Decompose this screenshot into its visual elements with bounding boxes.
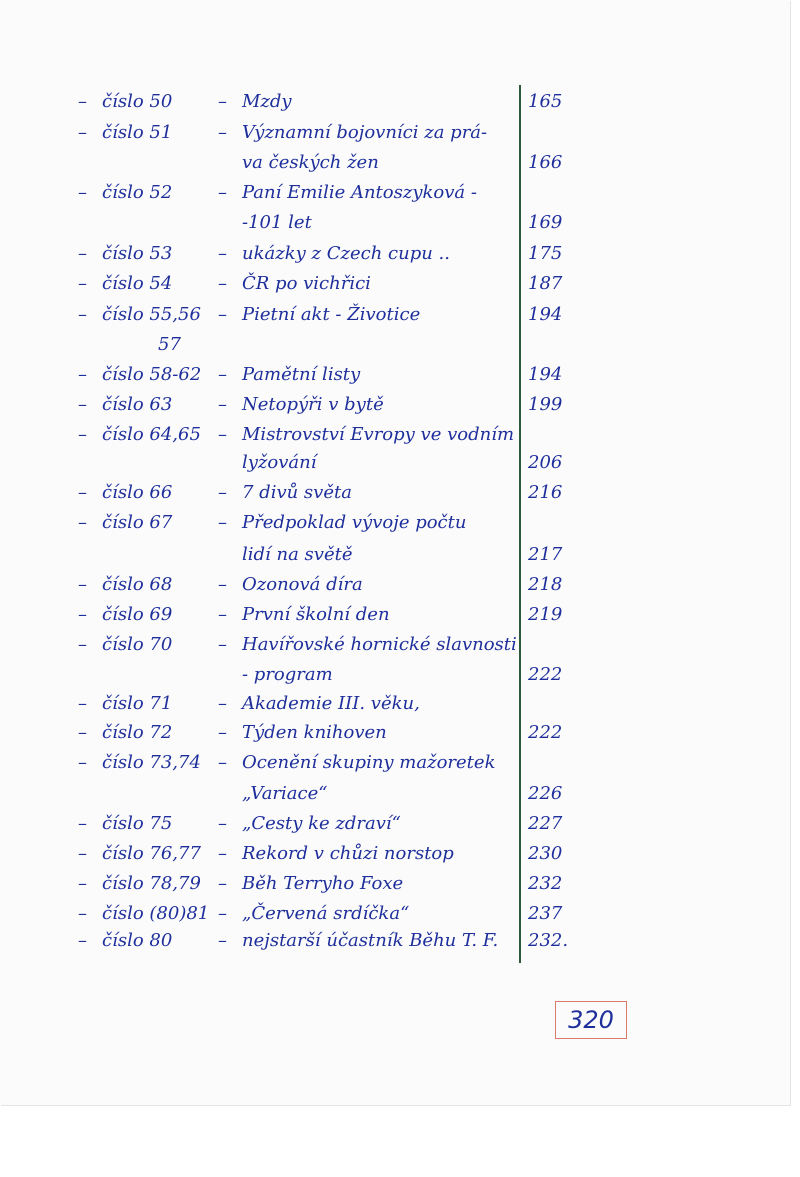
row-separator-dash: – [218, 182, 227, 203]
entry-title: Rekord v chůzi norstop [242, 843, 454, 864]
row-separator-dash: – [218, 304, 227, 325]
row-dash: – [78, 843, 87, 864]
entry-label: číslo 63 [102, 394, 173, 415]
entry-label: číslo 53 [102, 243, 173, 264]
entry-title: Významní bojovníci za prá- [242, 122, 488, 143]
entry-label: číslo 68 [102, 574, 173, 595]
row-separator-dash: – [218, 364, 227, 385]
entry-page-number: 226 [528, 783, 563, 804]
entry-title: 7 divů světa [242, 482, 352, 503]
entry-label: číslo 54 [102, 273, 173, 294]
row-separator-dash: – [218, 122, 227, 143]
row-dash: – [78, 243, 87, 264]
row-dash: – [78, 122, 87, 143]
entry-page-number: 206 [528, 452, 563, 473]
entry-title: Akademie III. věku, [242, 693, 420, 714]
row-dash: – [78, 574, 87, 595]
entry-title: Týden knihoven [242, 722, 387, 743]
row-dash: – [78, 364, 87, 385]
entry-label: číslo 51 [102, 122, 173, 143]
row-dash: – [78, 273, 87, 294]
entry-label: číslo 69 [102, 604, 173, 625]
entry-title: va českých žen [242, 152, 379, 173]
entry-page-number: 227 [528, 813, 563, 834]
row-separator-dash: – [218, 752, 227, 773]
entry-title: Mistrovství Evropy ve vodním [242, 424, 515, 445]
entry-title: nejstarší účastník Běhu T. F. [242, 930, 499, 951]
entry-title: Předpoklad vývoje počtu [242, 512, 467, 533]
entry-label: číslo 64,65 [102, 424, 201, 445]
row-dash: – [78, 873, 87, 894]
entry-page-number: 232. [528, 930, 569, 951]
row-separator-dash: – [218, 693, 227, 714]
row-dash: – [78, 304, 87, 325]
row-separator-dash: – [218, 574, 227, 595]
row-dash: – [78, 91, 87, 112]
entry-label: číslo 80 [102, 930, 173, 951]
entry-title: Ozonová díra [242, 574, 363, 595]
entry-label: číslo 73,74 [102, 752, 201, 773]
entry-page-number: 166 [528, 152, 563, 173]
row-dash: – [78, 394, 87, 415]
row-separator-dash: – [218, 273, 227, 294]
entry-title: První školní den [242, 604, 390, 625]
row-separator-dash: – [218, 482, 227, 503]
entry-page-number: 217 [528, 544, 563, 565]
row-separator-dash: – [218, 903, 227, 924]
row-separator-dash: – [218, 843, 227, 864]
row-dash: – [78, 424, 87, 445]
entry-label: číslo 78,79 [102, 873, 201, 894]
entry-label: číslo (80)81 [102, 903, 210, 924]
entry-title: „Variace“ [242, 783, 328, 804]
row-separator-dash: – [218, 394, 227, 415]
entry-title: Běh Terryho Foxe [242, 873, 404, 894]
row-dash: – [78, 182, 87, 203]
entry-title: Havířovské hornické slavnosti [242, 634, 517, 655]
row-separator-dash: – [218, 813, 227, 834]
row-separator-dash: – [218, 873, 227, 894]
row-dash: – [78, 752, 87, 773]
entry-page-number: 237 [528, 903, 563, 924]
entry-page-number: 187 [528, 273, 563, 294]
entry-label: 57 [158, 334, 181, 355]
entry-label: číslo 55,56 [102, 304, 201, 325]
entry-title: Pamětní listy [242, 364, 361, 385]
entry-page-number: 194 [528, 304, 563, 325]
row-dash: – [78, 930, 87, 951]
entry-label: číslo 71 [102, 693, 173, 714]
row-separator-dash: – [218, 512, 227, 533]
entry-page-number: 194 [528, 364, 563, 385]
row-dash: – [78, 813, 87, 834]
entry-page-number: 222 [528, 664, 563, 685]
entry-label: číslo 67 [102, 512, 173, 533]
row-dash: – [78, 903, 87, 924]
entry-title: lyžování [242, 452, 317, 473]
entry-page-number: 175 [528, 243, 563, 264]
entry-page-number: 219 [528, 604, 563, 625]
row-separator-dash: – [218, 930, 227, 951]
folio-number: 320 [568, 1006, 614, 1034]
entry-page-number: 232 [528, 873, 563, 894]
row-dash: – [78, 604, 87, 625]
entry-label: číslo 72 [102, 722, 173, 743]
row-dash: – [78, 722, 87, 743]
row-separator-dash: – [218, 424, 227, 445]
entry-label: číslo 70 [102, 634, 173, 655]
entry-title: Mzdy [242, 91, 292, 112]
entry-title: lidí na světě [242, 544, 353, 565]
row-separator-dash: – [218, 243, 227, 264]
entry-label: číslo 50 [102, 91, 173, 112]
entry-title: -101 let [242, 212, 312, 233]
entry-label: číslo 75 [102, 813, 173, 834]
entry-title: Ocenění skupiny mažoretek [242, 752, 496, 773]
entry-label: číslo 58-62 [102, 364, 202, 385]
entry-title: Pietní akt - Životice [242, 304, 421, 325]
row-separator-dash: – [218, 604, 227, 625]
entry-page-number: 216 [528, 482, 563, 503]
row-dash: – [78, 693, 87, 714]
entry-page-number: 222 [528, 722, 563, 743]
row-dash: – [78, 482, 87, 503]
entry-label: číslo 66 [102, 482, 173, 503]
entry-title: „Červená srdíčka“ [242, 903, 410, 924]
entry-page-number: 230 [528, 843, 563, 864]
row-dash: – [78, 512, 87, 533]
entry-page-number: 218 [528, 574, 563, 595]
row-separator-dash: – [218, 722, 227, 743]
entry-title: Paní Emilie Antoszyková - [242, 182, 477, 203]
entry-title: - program [242, 664, 333, 685]
page-number-column-rule [519, 85, 521, 963]
entry-label: číslo 76,77 [102, 843, 201, 864]
folio-number-box [555, 1001, 627, 1039]
entry-page-number: 199 [528, 394, 563, 415]
entry-page-number: 169 [528, 212, 563, 233]
row-dash: – [78, 634, 87, 655]
entry-page-number: 165 [528, 91, 563, 112]
entry-title: Netopýři v bytě [242, 394, 384, 415]
row-separator-dash: – [218, 91, 227, 112]
entry-title: ČR po vichřici [242, 273, 371, 294]
row-separator-dash: – [218, 634, 227, 655]
entry-label: číslo 52 [102, 182, 173, 203]
entry-title: „Cesty ke zdraví“ [242, 813, 401, 834]
entry-title: ukázky z Czech cupu .. [242, 243, 450, 264]
